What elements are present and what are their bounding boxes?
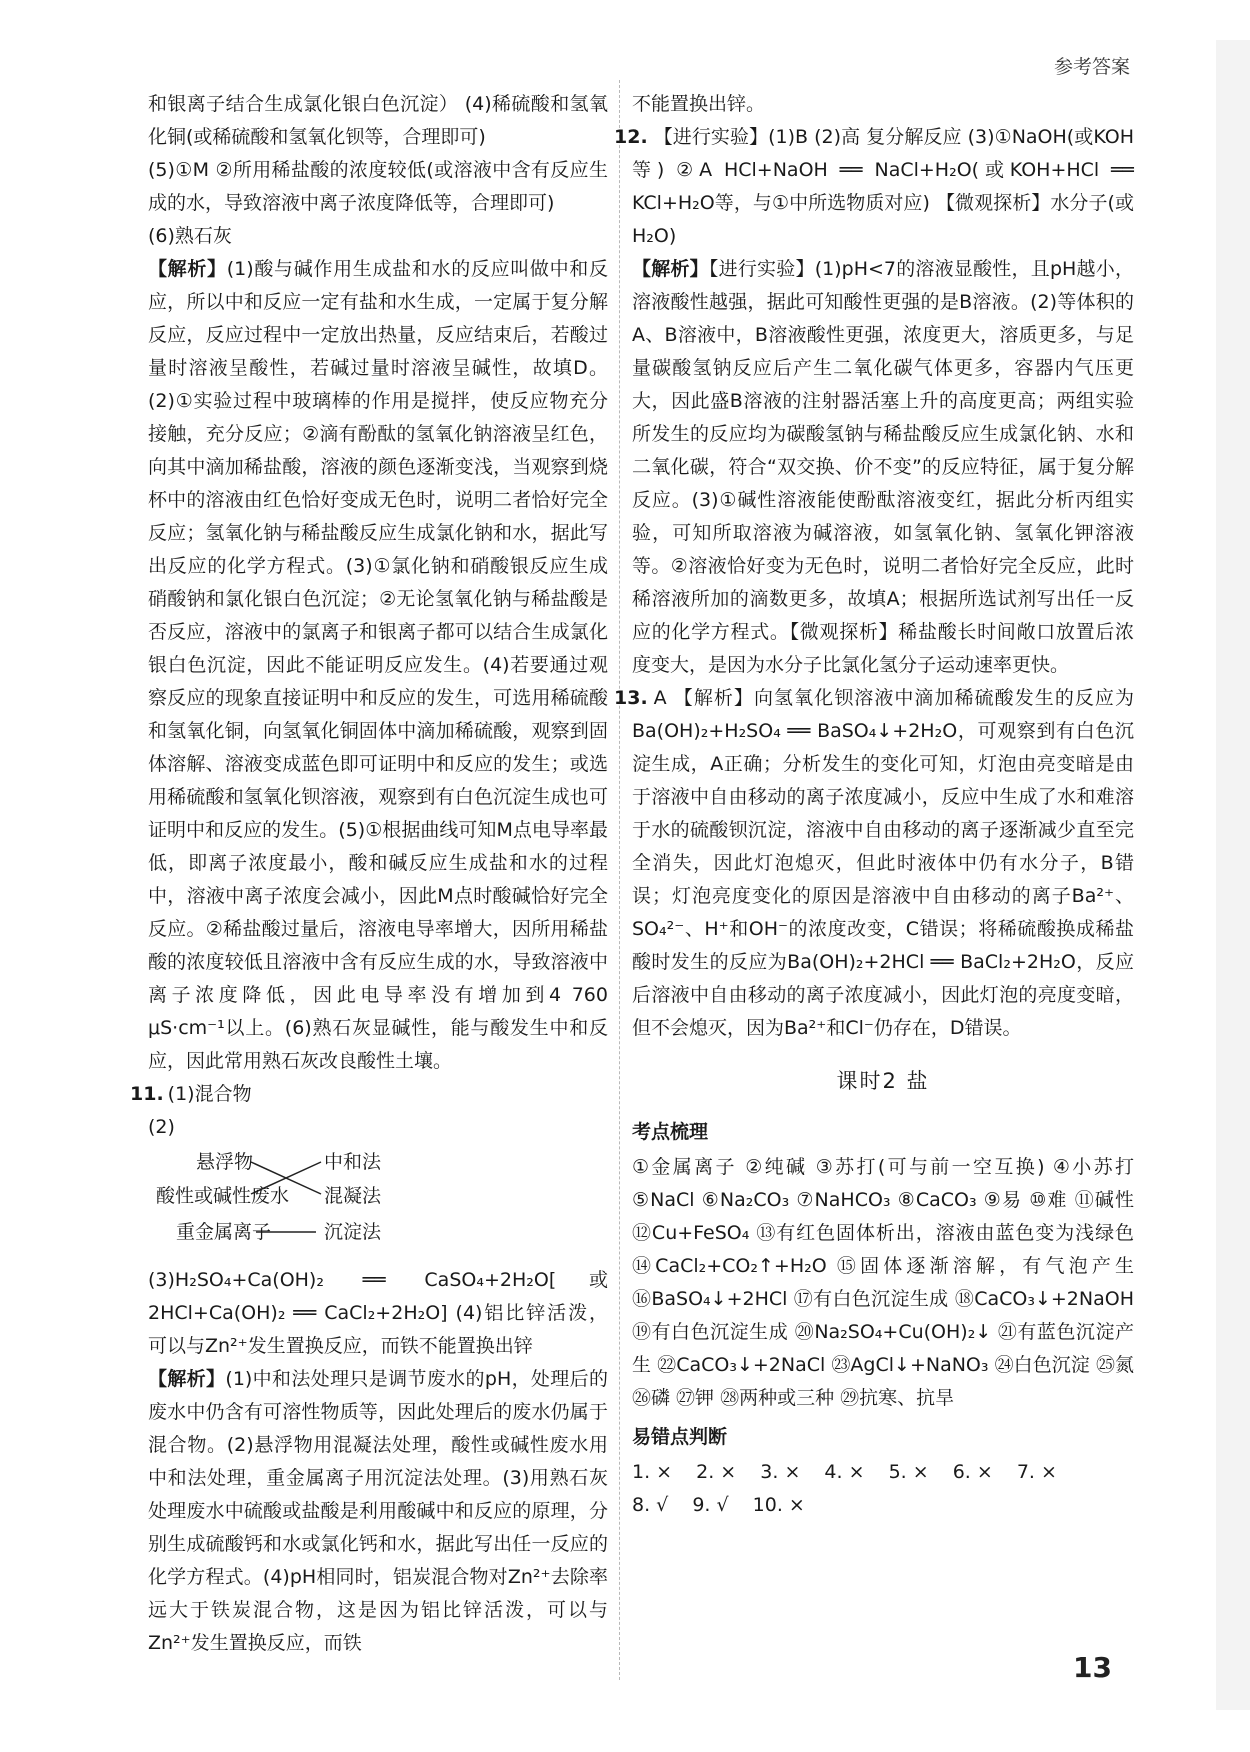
diagram-left-item: 酸性或碱性废水	[156, 1185, 290, 1207]
matching-diagram	[156, 1144, 576, 1264]
question-13	[614, 682, 1134, 1045]
analysis-text: (1)酸与碱作用生成盐和水的反应叫做中和反应，所以中和反应一定有盐和水生成，一定属于复分解反应，反应过程中一定放出热量，反应结束后，若酸过量时溶液呈酸性，若碱过量时溶液呈碱性，故填D。(2)①实验过程中玻璃棒的作用是搅拌，使反应物充分接触，充分反应；②滴有酚酞的氢氧化钠溶液呈红色，向其中滴加稀盐酸，溶液的颜色逐渐变浅，当观察到烧杯中的溶液由红色恰好变成无色时，说明二者恰好完全反应；氢氧化钠与稀盐酸反应生成氯化钠和水，据此写出反应的化学方程式。(3)①氯化钠和硝酸银反应生成硝酸钠和氯化银白色沉淀；②无论氢氧化钠与稀盐酸是否反应，溶液中的氯离子和银离子都可以结合生成氯化银白色沉淀，因此不能证明反应发生。(4)若要通过观察反应的现象直接证明中和反应的发生，可选用稀硫酸和氢氧化铜，向氢氧化铜固体中滴加稀硫酸，观察到固体溶解、溶液变成蓝色即可证明中和反应的发生；或选用稀硫酸和氢氧化钡溶液，观察到有白色沉淀生成也可证明中和反应的发生。(5)①根据曲线可知M点电导率最低，即离子浓度最小，酸和碱反应生成盐和水的过程中，溶液中离子浓度会减小，因此M点时酸碱恰好完全反应。②稀盐酸过量后，溶液电导率增大，因所用稀盐酸的浓度较低且溶液中含有反应生成的水，导致溶液中离子浓度降低，因此电导率没有增加到4 760 μS·cm⁻¹以上。(6)熟石灰显碱性，能与酸发生中和反应，因此常用熟石灰改良酸性土壤。	[148, 258, 608, 1072]
left-column	[130, 88, 608, 1660]
answer-item: 10. ×	[752, 1494, 805, 1516]
answer-item: 3. ×	[760, 1461, 801, 1483]
question-12	[614, 121, 1134, 253]
analysis-tag: 【解析】	[148, 1368, 226, 1390]
question-number: 13.	[614, 687, 648, 709]
analysis-text: 【进行实验】(1)pH<7的溶液显酸性，且pH越小，溶液酸性越强，据此可知酸性更强的是B溶液。(2)等体积的A、B溶液中，B溶液酸性更强，浓度更大，溶质更多，与足量碳酸氢钠反应后产生二氧化碳气体更多，容器内气压更大，因此盛B溶液的注射器活塞上升的高度更高；两组实验所发生的反应均为碳酸氢钠与稀盐酸反应生成氯化钠、水和二氧化碳，符合“双交换、价不变”的反应特征，属于复分解反应。(3)①碱性溶液能使酚酞溶液变红，据此分析丙组实验，可知所取溶液为碱溶液，如氢氧化钠、氢氧化钾溶液等。②溶液恰好变为无色时，说明二者恰好完全反应，此时稀溶液所加的滴数更多，故填A；根据所选试剂写出任一反应的化学方程式。【微观探析】稀盐酸长时间敞口放置后浓度变大，是因为水分子比氯化氢分子运动速率更快。	[632, 258, 1134, 676]
answer-text: A 【解析】向氢氧化钡溶液中滴加稀硫酸发生的反应为Ba(OH)₂+H₂SO₄ ══ BaSO₄↓+2H₂O，可观察到有白色沉淀生成，A正确；分析发生的变化可知，灯泡由亮变暗是由于溶液中自由移动的离子浓度减小，反应中生成了水和难溶于水的硫酸钡沉淀，溶液中自由移动的离子逐渐减少直至完全消失，因此灯泡熄灭，但此时液体中仍有水分子，B错误；灯泡亮度变化的原因是溶液中自由移动的离子Ba²⁺、SO₄²⁻、H⁺和OH⁻的浓度改变，C错误；将稀硫酸换成稀盐酸时发生的反应为Ba(OH)₂+2HCl ══ BaCl₂+2H₂O，反应后溶液中自由移动的离子浓度减小，因此灯泡的亮度变暗，但不会熄灭，因为Ba²⁺和Cl⁻仍存在，D错误。	[632, 687, 1134, 1039]
subsection-title: 考点梳理	[632, 1121, 709, 1143]
answer-item: 4. ×	[824, 1461, 865, 1483]
answer-item: 2. ×	[696, 1461, 737, 1483]
answer-paragraph: (3)H₂SO₄+Ca(OH)₂ ══ CaSO₄+2H₂O[或2HCl+Ca(OH)₂ ══ CaCl₂+2H₂O] (4)铝比锌活泼，可以与Zn²⁺发生置换反应，而铁不能置换出锌	[148, 1269, 608, 1357]
page-edge-shadow	[1216, 40, 1250, 1710]
answer-item: 6. ×	[952, 1461, 993, 1483]
question-11	[130, 1078, 608, 1111]
answer-item: 7. ×	[1016, 1461, 1057, 1483]
answer-text: 【进行实验】(1)B (2)高 复分解反应 (3)①NaOH(或KOH等) ②A HCl+NaOH ══ NaCl+H₂O(或KOH+HCl ══ KCl+H₂O等，与①中所选物质对应) 【微观探析】水分子(或H₂O)	[632, 126, 1134, 247]
analysis-paragraph	[148, 253, 608, 1078]
diagram-right-item: 沉淀法	[324, 1221, 382, 1243]
page-number: 13	[1073, 1651, 1112, 1684]
answer-item: 5. ×	[888, 1461, 929, 1483]
column-divider	[619, 80, 620, 1680]
diagram-left-item: 悬浮物	[196, 1151, 254, 1173]
answer-text: (1)混合物	[167, 1083, 252, 1105]
analysis-paragraph	[148, 1363, 608, 1660]
answer-paragraph: (5)①M ②所用稀盐酸的浓度较低(或溶液中含有反应生成的水，导致溶液中离子浓度降低等，合理即可)	[148, 159, 608, 214]
answer-item: 1. ×	[632, 1461, 673, 1483]
analysis-tag: 【解析】	[632, 258, 709, 280]
answer-paragraph: 不能置换出锌。	[632, 93, 766, 115]
answer-paragraph: 和银离子结合生成氯化银白色沉淀） (4)稀硫酸和氢氧化铜(或稀硫酸和氢氧化钡等，合理即可)	[148, 93, 608, 148]
key-points-text: ①金属离子 ②纯碱 ③苏打(可与前一空互换) ④小苏打 ⑤NaCl ⑥Na₂CO₃ ⑦NaHCO₃ ⑧CaCO₃ ⑨易 ⑩难 ⑪碱性 ⑫Cu+FeSO₄ ⑬有红色固体析出，溶液由蓝色变为浅绿色 ⑭CaCl₂+CO₂↑+H₂O ⑮固体逐渐溶解，有气泡产生 ⑯BaSO₄↓+2HCl ⑰有白色沉淀生成 ⑱CaCO₃↓+2NaOH ⑲有白色沉淀生成 ⑳Na₂SO₄+Cu(OH)₂↓ ㉑有蓝色沉淀产生 ㉒CaCO₃↓+2NaCl ㉓AgCl↓+NaNO₃ ㉔白色沉淀 ㉕氮 ㉖磷 ㉗钾 ㉘两种或三种 ㉙抗寒、抗旱	[632, 1156, 1134, 1409]
true-false-answers	[632, 1456, 1134, 1522]
answer-paragraph: (6)熟石灰	[148, 225, 232, 247]
question-number: 11.	[130, 1083, 164, 1105]
page-header: 参考答案	[1053, 56, 1130, 78]
analysis-tag: 【解析】	[148, 258, 227, 280]
right-column	[614, 88, 1134, 1522]
question-number: 12.	[614, 126, 648, 148]
diagram-left-item: 重金属离子	[176, 1221, 272, 1243]
diagram-right-item: 中和法	[324, 1151, 382, 1173]
diagram-right-item: 混凝法	[324, 1185, 382, 1207]
answer-item: 9. √	[692, 1494, 729, 1516]
analysis-paragraph	[632, 253, 1134, 682]
subsection-title: 易错点判断	[632, 1426, 728, 1448]
answer-paragraph: (2)	[148, 1116, 175, 1138]
section-title: 课时2 盐	[836, 1069, 930, 1093]
analysis-text: (1)中和法处理只是调节废水的pH，处理后的废水中仍含有可溶性物质等，因此处理后的废水仍属于混合物。(2)悬浮物用混凝法处理，酸性或碱性废水用中和法处理，重金属离子用沉淀法处理。(3)用熟石灰处理废水中硫酸或盐酸是利用酸碱中和反应的原理，分别生成硫酸钙和水或氯化钙和水，据此写出任一反应的化学方程式。(4)pH相同时，铝炭混合物对Zn²⁺去除率远大于铁炭混合物，这是因为铝比锌活泼，可以与Zn²⁺发生置换反应，而铁	[148, 1368, 608, 1654]
answer-item: 8. √	[632, 1494, 669, 1516]
